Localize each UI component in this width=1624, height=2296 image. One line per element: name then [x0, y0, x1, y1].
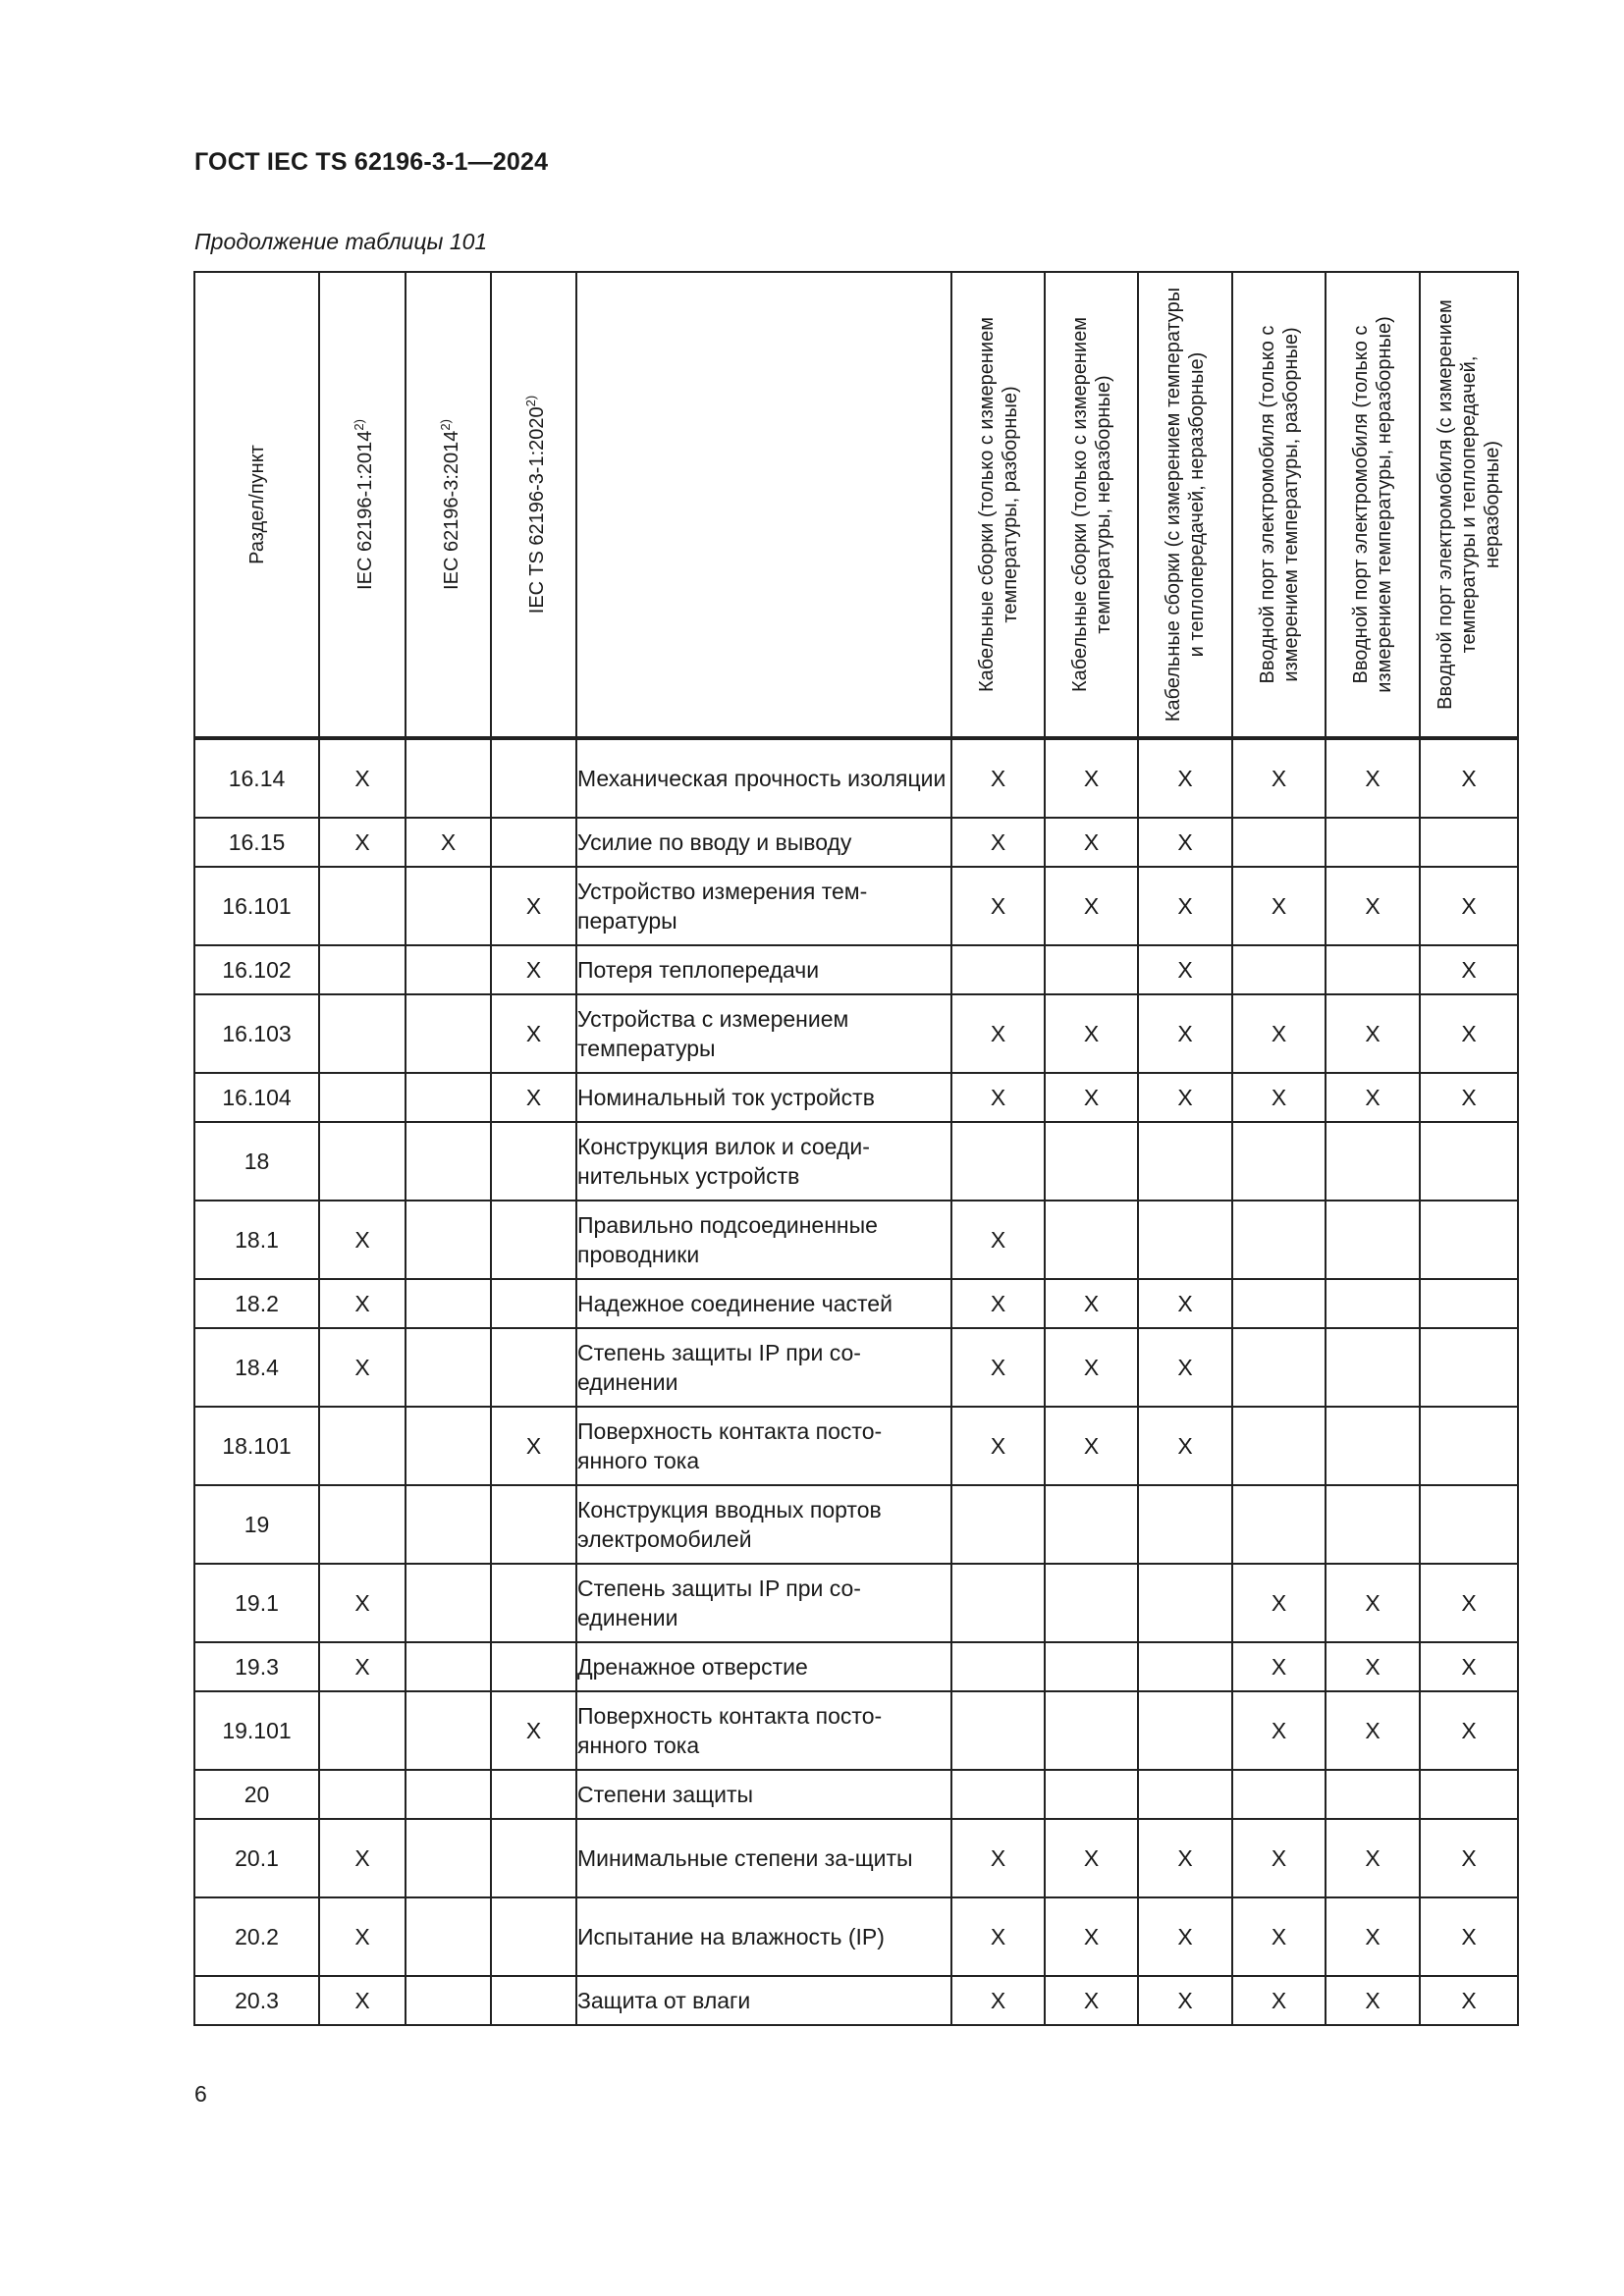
header-c6-label: Вводной порт электромобиля (с измерением температуры и теплопередачей, неразборные) — [1435, 299, 1503, 710]
row-mark-std1 — [319, 1485, 406, 1564]
row-mark-c2 — [1045, 1691, 1138, 1770]
row-mark-c5 — [1326, 1770, 1420, 1819]
row-mark-std2 — [406, 1279, 491, 1328]
row-mark-c1: X — [951, 1073, 1045, 1122]
row-mark-c1: X — [951, 738, 1045, 818]
row-mark-c2: X — [1045, 1897, 1138, 1976]
row-mark-c3 — [1138, 1642, 1232, 1691]
row-mark-c1: X — [951, 994, 1045, 1073]
row-mark-c1 — [951, 1770, 1045, 1819]
row-section-cell: 20.1 — [194, 1819, 319, 1897]
header-std2-footnote: 2) — [437, 419, 453, 431]
row-mark-c2 — [1045, 1485, 1138, 1564]
row-mark-c2: X — [1045, 1976, 1138, 2025]
row-mark-c3: X — [1138, 1897, 1232, 1976]
row-mark-c1 — [951, 1642, 1045, 1691]
table-row — [194, 994, 1518, 1073]
row-mark-c4: X — [1232, 1564, 1326, 1642]
row-mark-c5 — [1326, 1485, 1420, 1564]
row-mark-c5: X — [1326, 1897, 1420, 1976]
row-mark-c3 — [1138, 1201, 1232, 1279]
row-mark-std3 — [491, 818, 576, 867]
row-requirement-cell: Конструкция вводных портов электромобилей — [576, 1485, 951, 1564]
row-mark-c2: X — [1045, 994, 1138, 1073]
row-section-cell: 20 — [194, 1770, 319, 1819]
row-mark-std3 — [491, 1770, 576, 1819]
row-requirement-cell: Конструкция вилок и соеди-нительных устройств — [576, 1122, 951, 1201]
row-mark-std3 — [491, 1201, 576, 1279]
row-mark-c2 — [1045, 1770, 1138, 1819]
row-mark-c3: X — [1138, 867, 1232, 945]
row-mark-c4: X — [1232, 1691, 1326, 1770]
row-mark-c3: X — [1138, 818, 1232, 867]
table-row — [194, 1564, 1518, 1642]
table-row — [194, 1770, 1518, 1819]
row-mark-c5: X — [1326, 994, 1420, 1073]
row-mark-c4 — [1232, 1279, 1326, 1328]
row-mark-std1: X — [319, 1819, 406, 1897]
row-mark-c1: X — [951, 1819, 1045, 1897]
row-mark-std2 — [406, 994, 491, 1073]
row-mark-c3 — [1138, 1691, 1232, 1770]
row-mark-c4: X — [1232, 994, 1326, 1073]
row-mark-c2 — [1045, 945, 1138, 994]
row-mark-std2 — [406, 1201, 491, 1279]
row-requirement-cell: Усилие по вводу и выводу — [576, 818, 951, 867]
header-c5 — [1326, 272, 1420, 738]
row-mark-std1 — [319, 994, 406, 1073]
row-mark-c6: X — [1420, 1073, 1518, 1122]
row-mark-c2: X — [1045, 818, 1138, 867]
table-body — [194, 738, 1518, 2025]
row-mark-std2 — [406, 738, 491, 818]
row-mark-c2 — [1045, 1122, 1138, 1201]
row-mark-std3 — [491, 1564, 576, 1642]
row-mark-c6 — [1420, 1770, 1518, 1819]
row-mark-std2: X — [406, 818, 491, 867]
row-mark-c1: X — [951, 1976, 1045, 2025]
row-mark-c4: X — [1232, 1642, 1326, 1691]
requirements-table — [193, 271, 1519, 2026]
row-mark-std1 — [319, 1073, 406, 1122]
row-mark-c6 — [1420, 1407, 1518, 1485]
row-mark-std2 — [406, 867, 491, 945]
row-section-cell: 16.103 — [194, 994, 319, 1073]
row-requirement-cell: Номинальный ток устройств — [576, 1073, 951, 1122]
row-mark-c5 — [1326, 945, 1420, 994]
row-section-cell: 18.1 — [194, 1201, 319, 1279]
row-mark-std1: X — [319, 1976, 406, 2025]
row-requirement-cell: Механическая прочность изоляции — [576, 738, 951, 818]
row-mark-c4: X — [1232, 1976, 1326, 2025]
row-mark-std2 — [406, 1976, 491, 2025]
row-section-cell: 19.101 — [194, 1691, 319, 1770]
header-name — [576, 272, 951, 738]
row-mark-c3: X — [1138, 1073, 1232, 1122]
row-mark-std3 — [491, 1485, 576, 1564]
table-row — [194, 1485, 1518, 1564]
row-mark-c6 — [1420, 1122, 1518, 1201]
row-mark-c3: X — [1138, 738, 1232, 818]
row-mark-c2 — [1045, 1201, 1138, 1279]
row-requirement-cell: Потеря теплопередачи — [576, 945, 951, 994]
row-section-cell: 19.1 — [194, 1564, 319, 1642]
header-std3-footnote: 2) — [522, 395, 538, 407]
header-std3 — [491, 272, 576, 738]
table-header-row — [194, 272, 1518, 738]
row-mark-c5 — [1326, 1201, 1420, 1279]
table-row — [194, 1279, 1518, 1328]
row-mark-c2: X — [1045, 867, 1138, 945]
row-mark-std2 — [406, 1073, 491, 1122]
row-section-cell: 18.2 — [194, 1279, 319, 1328]
page-number: 6 — [194, 2081, 207, 2107]
table-row — [194, 1642, 1518, 1691]
row-mark-c5 — [1326, 818, 1420, 867]
row-section-cell: 16.101 — [194, 867, 319, 945]
row-mark-std1 — [319, 1407, 406, 1485]
row-mark-std2 — [406, 1407, 491, 1485]
header-c2-label: Кабельные сборки (только с измерением температуры, неразборные) — [1068, 317, 1114, 692]
row-mark-c3: X — [1138, 1328, 1232, 1407]
row-mark-std2 — [406, 1819, 491, 1897]
row-mark-c4: X — [1232, 1897, 1326, 1976]
header-std2-label: IEC 62196-3:2014 — [440, 430, 462, 590]
row-section-cell: 19 — [194, 1485, 319, 1564]
row-mark-c1: X — [951, 1279, 1045, 1328]
row-section-cell: 16.15 — [194, 818, 319, 867]
row-mark-c1 — [951, 945, 1045, 994]
table-row — [194, 1122, 1518, 1201]
row-requirement-cell: Поверхность контакта посто-янного тока — [576, 1691, 951, 1770]
row-mark-c2 — [1045, 1564, 1138, 1642]
header-c3 — [1138, 272, 1232, 738]
row-mark-std3 — [491, 738, 576, 818]
row-requirement-cell: Устройство измерения тем-пературы — [576, 867, 951, 945]
row-mark-c6: X — [1420, 1819, 1518, 1897]
table-row — [194, 945, 1518, 994]
row-requirement-cell: Надежное соединение частей — [576, 1279, 951, 1328]
row-mark-c1 — [951, 1691, 1045, 1770]
row-mark-std2 — [406, 1564, 491, 1642]
row-mark-std2 — [406, 1122, 491, 1201]
row-mark-std3 — [491, 1122, 576, 1201]
row-mark-std1: X — [319, 1328, 406, 1407]
row-mark-c4: X — [1232, 1073, 1326, 1122]
table-row — [194, 1328, 1518, 1407]
row-mark-c3 — [1138, 1770, 1232, 1819]
row-mark-c6: X — [1420, 867, 1518, 945]
row-mark-c6 — [1420, 1279, 1518, 1328]
header-c1-label: Кабельные сборки (только с измерением температуры, разборные) — [975, 317, 1021, 692]
header-std1-footnote: 2) — [352, 419, 367, 431]
row-mark-std2 — [406, 1642, 491, 1691]
row-mark-c2: X — [1045, 1407, 1138, 1485]
row-mark-c4 — [1232, 1122, 1326, 1201]
row-requirement-cell: Защита от влаги — [576, 1976, 951, 2025]
row-mark-c4 — [1232, 1201, 1326, 1279]
row-mark-c5: X — [1326, 1642, 1420, 1691]
table-continuation-caption: Продолжение таблицы 101 — [194, 229, 488, 254]
row-mark-std1: X — [319, 1201, 406, 1279]
row-mark-std2 — [406, 1328, 491, 1407]
row-section-cell: 16.104 — [194, 1073, 319, 1122]
table-row — [194, 1407, 1518, 1485]
row-mark-c3 — [1138, 1485, 1232, 1564]
header-c4-label: Вводной порт электромобиля (только с измерением температуры, разборные) — [1256, 325, 1302, 684]
row-mark-std2 — [406, 1770, 491, 1819]
row-mark-c3 — [1138, 1564, 1232, 1642]
header-c4 — [1232, 272, 1326, 738]
row-mark-c2: X — [1045, 738, 1138, 818]
row-mark-c5: X — [1326, 1564, 1420, 1642]
header-c3-label: Кабельные сборки (с измерением температуры и теплопередачей, неразборные) — [1163, 287, 1208, 722]
row-mark-std3 — [491, 1279, 576, 1328]
row-mark-std3 — [491, 1819, 576, 1897]
header-std3-label: IEC TS 62196-3-1:2020 — [525, 406, 548, 614]
header-c2 — [1045, 272, 1138, 738]
row-mark-std1: X — [319, 1564, 406, 1642]
table-row — [194, 867, 1518, 945]
row-mark-c1: X — [951, 867, 1045, 945]
row-mark-c6 — [1420, 1201, 1518, 1279]
row-requirement-cell: Устройства с измерением температуры — [576, 994, 951, 1073]
row-requirement-cell: Правильно подсоединенные проводники — [576, 1201, 951, 1279]
table-row — [194, 818, 1518, 867]
row-mark-c5 — [1326, 1407, 1420, 1485]
row-mark-c6 — [1420, 1328, 1518, 1407]
header-std1 — [319, 272, 406, 738]
header-section-label: Раздел/пункт — [245, 445, 268, 564]
table-row — [194, 1073, 1518, 1122]
table-row — [194, 738, 1518, 818]
table-row — [194, 1819, 1518, 1897]
row-mark-c2: X — [1045, 1328, 1138, 1407]
row-mark-std1 — [319, 1691, 406, 1770]
row-requirement-cell: Дренажное отверстие — [576, 1642, 951, 1691]
row-mark-std3 — [491, 1897, 576, 1976]
row-mark-c1: X — [951, 818, 1045, 867]
row-mark-c6: X — [1420, 1897, 1518, 1976]
row-mark-c6: X — [1420, 1976, 1518, 2025]
row-mark-c4 — [1232, 1407, 1326, 1485]
row-mark-c6 — [1420, 818, 1518, 867]
header-c5-label: Вводной порт электромобиля (только с измерением температуры, неразборные) — [1350, 316, 1395, 693]
row-mark-std2 — [406, 1691, 491, 1770]
row-mark-c2: X — [1045, 1073, 1138, 1122]
row-mark-c2: X — [1045, 1279, 1138, 1328]
header-c6 — [1420, 272, 1518, 738]
row-mark-c6: X — [1420, 994, 1518, 1073]
row-requirement-cell: Степени защиты — [576, 1770, 951, 1819]
row-mark-std2 — [406, 1897, 491, 1976]
row-mark-std3: X — [491, 867, 576, 945]
row-mark-c1: X — [951, 1407, 1045, 1485]
row-mark-std3: X — [491, 1073, 576, 1122]
row-requirement-cell: Степень защиты IP при со-единении — [576, 1328, 951, 1407]
row-mark-std3: X — [491, 994, 576, 1073]
table-row — [194, 1897, 1518, 1976]
row-mark-c3: X — [1138, 1407, 1232, 1485]
row-mark-std3 — [491, 1642, 576, 1691]
row-section-cell: 18.4 — [194, 1328, 319, 1407]
row-mark-c5: X — [1326, 1819, 1420, 1897]
row-mark-std1: X — [319, 1897, 406, 1976]
row-section-cell: 16.14 — [194, 738, 319, 818]
row-mark-c4 — [1232, 945, 1326, 994]
row-mark-c5: X — [1326, 738, 1420, 818]
row-mark-c4 — [1232, 1770, 1326, 1819]
document-header: ГОСТ IEC TS 62196-3-1—2024 — [194, 148, 549, 176]
header-c1 — [951, 272, 1045, 738]
row-mark-std1 — [319, 1770, 406, 1819]
row-mark-std1: X — [319, 818, 406, 867]
row-mark-std3: X — [491, 1691, 576, 1770]
row-mark-std1 — [319, 945, 406, 994]
row-mark-c1 — [951, 1564, 1045, 1642]
table-row — [194, 1976, 1518, 2025]
row-mark-c5: X — [1326, 1976, 1420, 2025]
row-mark-c3: X — [1138, 945, 1232, 994]
row-section-cell: 19.3 — [194, 1642, 319, 1691]
header-std1-label: IEC 62196-1:2014 — [353, 430, 376, 590]
row-section-cell: 16.102 — [194, 945, 319, 994]
row-mark-c2 — [1045, 1642, 1138, 1691]
row-mark-std1: X — [319, 1642, 406, 1691]
row-mark-std1 — [319, 867, 406, 945]
row-requirement-cell: Минимальные степени за-щиты — [576, 1819, 951, 1897]
row-mark-c5: X — [1326, 1691, 1420, 1770]
row-mark-c6: X — [1420, 1691, 1518, 1770]
row-mark-c6: X — [1420, 945, 1518, 994]
row-section-cell: 18 — [194, 1122, 319, 1201]
row-requirement-cell: Степень защиты IP при со-единении — [576, 1564, 951, 1642]
row-mark-c6: X — [1420, 1642, 1518, 1691]
row-mark-c3: X — [1138, 1279, 1232, 1328]
row-mark-c6 — [1420, 1485, 1518, 1564]
row-mark-std3 — [491, 1976, 576, 2025]
row-mark-c1: X — [951, 1201, 1045, 1279]
row-mark-std1 — [319, 1122, 406, 1201]
row-mark-c1: X — [951, 1328, 1045, 1407]
row-mark-c3: X — [1138, 1819, 1232, 1897]
row-mark-c3 — [1138, 1122, 1232, 1201]
row-mark-std3: X — [491, 945, 576, 994]
row-mark-c5 — [1326, 1328, 1420, 1407]
row-mark-c4: X — [1232, 738, 1326, 818]
row-mark-c4 — [1232, 818, 1326, 867]
row-mark-c6: X — [1420, 738, 1518, 818]
row-mark-c3: X — [1138, 1976, 1232, 2025]
row-mark-c1 — [951, 1485, 1045, 1564]
row-mark-c6: X — [1420, 1564, 1518, 1642]
row-mark-c4: X — [1232, 1819, 1326, 1897]
row-requirement-cell: Поверхность контакта посто-янного тока — [576, 1407, 951, 1485]
row-mark-c3: X — [1138, 994, 1232, 1073]
row-mark-std2 — [406, 945, 491, 994]
row-mark-c1: X — [951, 1897, 1045, 1976]
row-mark-c5 — [1326, 1122, 1420, 1201]
table-row — [194, 1201, 1518, 1279]
row-mark-c5: X — [1326, 1073, 1420, 1122]
row-mark-std2 — [406, 1485, 491, 1564]
row-mark-std3: X — [491, 1407, 576, 1485]
row-mark-c1 — [951, 1122, 1045, 1201]
header-section — [194, 272, 319, 738]
row-mark-std3 — [491, 1328, 576, 1407]
row-mark-c4: X — [1232, 867, 1326, 945]
row-mark-std1: X — [319, 738, 406, 818]
row-mark-c2: X — [1045, 1819, 1138, 1897]
row-mark-c4 — [1232, 1485, 1326, 1564]
row-section-cell: 20.2 — [194, 1897, 319, 1976]
row-mark-c5: X — [1326, 867, 1420, 945]
row-section-cell: 20.3 — [194, 1976, 319, 2025]
row-section-cell: 18.101 — [194, 1407, 319, 1485]
row-mark-c5 — [1326, 1279, 1420, 1328]
header-std2 — [406, 272, 491, 738]
row-mark-std1: X — [319, 1279, 406, 1328]
row-mark-c4 — [1232, 1328, 1326, 1407]
table-row — [194, 1691, 1518, 1770]
row-requirement-cell: Испытание на влажность (IP) — [576, 1897, 951, 1976]
